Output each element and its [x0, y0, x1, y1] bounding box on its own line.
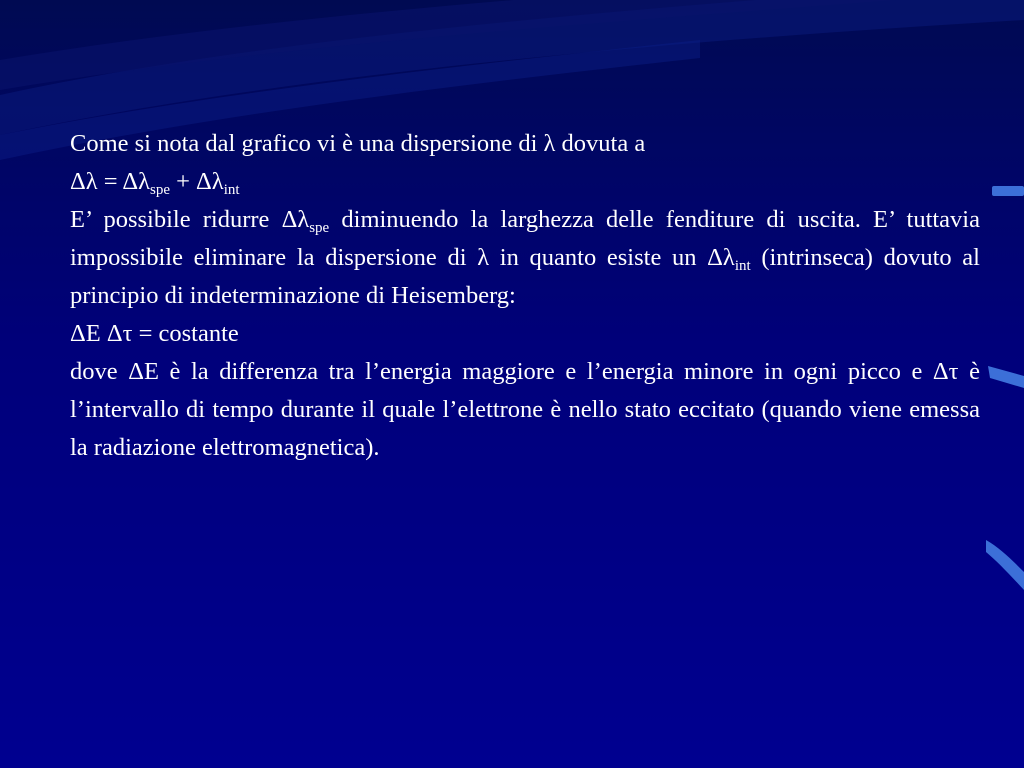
definition-paragraph: dove ΔE è la differenza tra l’energia maggiore e l’energia minore in ogni picco e Δτ è l’intervallo di tempo durante il quale l’elettrone è nello stato eccitato (quando viene emessa la radiazione elettromagnetica).	[70, 358, 980, 461]
subscript-spe: spe	[149, 182, 170, 198]
intro-line: Come si nota dal grafico vi è una dispersione di λ dovuta a	[70, 130, 646, 157]
subscript-int: int	[223, 182, 240, 198]
subscript-spe: spe	[309, 220, 330, 236]
paragraph-text: E’ possibile ridurre Δλ	[70, 206, 310, 233]
decorative-bar	[986, 540, 1024, 590]
uncertainty-formula: ΔE Δτ = costante	[70, 320, 239, 347]
decorative-bar	[992, 186, 1024, 196]
formula-part: Δλ = Δλ	[70, 168, 150, 195]
dispersion-formula	[70, 163, 980, 201]
explanation-paragraph	[70, 201, 980, 315]
formula-part: + Δλ	[169, 168, 224, 195]
slide-content	[70, 125, 980, 467]
paragraph-text: diminuendo la larghezza delle fenditure di uscita. E’ tuttavia impossibile eliminare la dispersione di λ in quanto esiste un Δλ	[70, 206, 980, 271]
decorative-bar	[988, 366, 1024, 388]
subscript-int: int	[734, 258, 751, 274]
paragraph-text: (intrinseca) dovuto al principio di indeterminazione di Heisemberg:	[70, 244, 980, 309]
